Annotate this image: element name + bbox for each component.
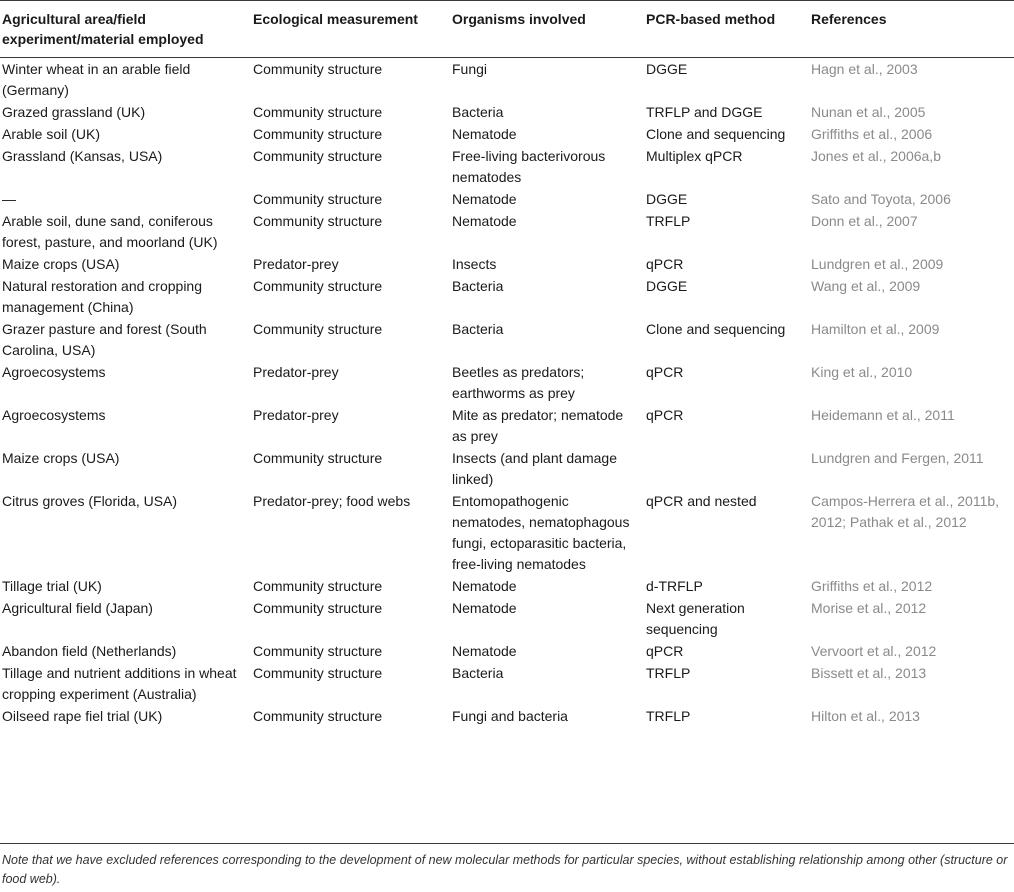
cell-method: Clone and sequencing — [646, 321, 786, 337]
cell-measurement: Predator-prey; food webs — [253, 493, 411, 509]
cell-reference: Nunan et al., 2005 — [811, 104, 926, 120]
cell-organisms: Bacteria — [452, 665, 504, 681]
cell-measurement: Community structure — [253, 643, 383, 659]
cell-method: qPCR — [646, 256, 684, 272]
cell-measurement: Community structure — [253, 600, 383, 616]
header-organisms-involved: Organisms involved — [452, 11, 586, 27]
cell-organisms: Beetles as predators; earthworms as prey — [452, 364, 585, 401]
cell-reference: Wang et al., 2009 — [811, 278, 921, 294]
cell-reference: Donn et al., 2007 — [811, 213, 918, 229]
cell-area: Agroecosystems — [2, 407, 106, 423]
cell-organisms: Mite as predator; nematode as prey — [452, 407, 624, 444]
cell-reference: Sato and Toyota, 2006 — [811, 191, 951, 207]
cell-reference: Hagn et al., 2003 — [811, 61, 918, 77]
cell-reference: Griffiths et al., 2006 — [811, 126, 933, 142]
table-body — [0, 49, 1014, 728]
cell-area: Grazed grassland (UK) — [2, 104, 146, 120]
cell-measurement: Community structure — [253, 321, 383, 337]
table-row — [0, 276, 1014, 319]
table-row — [0, 405, 1014, 448]
cell-area: — — [2, 191, 16, 207]
cell-organisms: Nematode — [452, 191, 517, 207]
cell-area: Arable soil (UK) — [2, 126, 101, 142]
cell-area: Oilseed rape fiel trial (UK) — [2, 708, 163, 724]
cell-area: Winter wheat in an arable field (Germany) — [2, 61, 191, 98]
table-row — [0, 362, 1014, 405]
header-row — [0, 0, 1014, 49]
cell-area: Maize crops (USA) — [2, 256, 120, 272]
cell-method: TRFLP — [646, 665, 691, 681]
cell-measurement: Community structure — [253, 148, 383, 164]
cell-area: Arable soil, dune sand, coniferous forest, pasture, and moorland (UK) — [2, 213, 218, 250]
cell-method: Next generation sequencing — [646, 600, 745, 637]
header-pcr-method: PCR-based method — [646, 11, 776, 27]
table-row — [0, 663, 1014, 706]
cell-reference: Vervoort et al., 2012 — [811, 643, 937, 659]
cell-area: Agricultural field (Japan) — [2, 600, 153, 616]
cell-reference: Morise et al., 2012 — [811, 600, 927, 616]
cell-method: DGGE — [646, 278, 688, 294]
cell-measurement: Community structure — [253, 104, 383, 120]
cell-method: DGGE — [646, 61, 688, 77]
cell-area: Tillage and nutrient additions in wheat cropping experiment (Australia) — [2, 665, 237, 702]
cell-measurement: Community structure — [253, 278, 383, 294]
cell-organisms: Fungi — [452, 61, 488, 77]
cell-area: Abandon field (Netherlands) — [2, 643, 177, 659]
table-footnote: Note that we have excluded references corresponding to the development of new molecular methods for particular species, without establishing relationship among other (structure or food web). — [2, 853, 1008, 886]
cell-reference: Campos-Herrera et al., 2011b, 2012; Pathak et al., 2012 — [811, 493, 1000, 530]
cell-area: Grassland (Kansas, USA) — [2, 148, 163, 164]
cell-method — [644, 448, 809, 491]
cell-measurement: Community structure — [253, 191, 383, 207]
cell-method: qPCR — [646, 364, 684, 380]
cell-organisms: Insects — [452, 256, 497, 272]
cell-area: Maize crops (USA) — [2, 450, 120, 466]
cell-method: TRFLP and DGGE — [646, 104, 763, 120]
table-bottom-rule — [0, 843, 1014, 844]
table-row — [0, 254, 1014, 276]
table-row — [0, 189, 1014, 211]
table-row — [0, 146, 1014, 189]
cell-method: d-TRFLP — [646, 578, 703, 594]
cell-method: Multiplex qPCR — [646, 148, 743, 164]
cell-method: Clone and sequencing — [646, 126, 786, 142]
cell-organisms: Free-living bacterivorous nematodes — [452, 148, 606, 185]
cell-method: TRFLP — [646, 213, 691, 229]
cell-area: Tillage trial (UK) — [2, 578, 102, 594]
cell-method: TRFLP — [646, 708, 691, 724]
table-row — [0, 448, 1014, 491]
cell-organisms: Nematode — [452, 600, 517, 616]
table-row — [0, 124, 1014, 146]
table-row — [0, 598, 1014, 641]
cell-reference: King et al., 2010 — [811, 364, 913, 380]
header-references: References — [811, 11, 887, 27]
cell-reference: Heidemann et al., 2011 — [811, 407, 955, 423]
cell-organisms: Bacteria — [452, 104, 504, 120]
table-row — [0, 319, 1014, 362]
cell-reference: Lundgren et al., 2009 — [811, 256, 944, 272]
cell-measurement: Community structure — [253, 450, 383, 466]
cell-organisms: Fungi and bacteria — [452, 708, 568, 724]
cell-area: Agroecosystems — [2, 364, 106, 380]
cell-organisms: Insects (and plant damage linked) — [452, 450, 617, 487]
cell-measurement: Predator-prey — [253, 407, 339, 423]
cell-reference: Hilton et al., 2013 — [811, 708, 920, 724]
cell-organisms: Nematode — [452, 643, 517, 659]
cell-reference: Hamilton et al., 2009 — [811, 321, 940, 337]
cell-organisms: Nematode — [452, 213, 517, 229]
cell-measurement: Predator-prey — [253, 256, 339, 272]
table-row — [0, 211, 1014, 254]
table-row — [0, 491, 1014, 576]
cell-organisms: Entomopathogenic nematodes, nematophagous fungi, ectoparasitic bacteria, free-living nematodes — [452, 493, 630, 572]
cell-area: Citrus groves (Florida, USA) — [2, 493, 178, 509]
cell-measurement: Community structure — [253, 213, 383, 229]
cell-measurement: Community structure — [253, 708, 383, 724]
table-row — [0, 641, 1014, 663]
table-row — [0, 102, 1014, 124]
table-header — [0, 0, 1014, 49]
cell-measurement: Community structure — [253, 126, 383, 142]
table-row — [0, 576, 1014, 598]
table-row — [0, 706, 1014, 728]
cell-reference: Jones et al., 2006a,b — [811, 148, 941, 164]
header-ecological-measurement: Ecological measurement — [253, 11, 418, 27]
cell-measurement: Community structure — [253, 578, 383, 594]
cell-method: DGGE — [646, 191, 688, 207]
cell-measurement: Community structure — [253, 665, 383, 681]
cell-reference: Griffiths et al., 2012 — [811, 578, 933, 594]
table-row — [0, 49, 1014, 102]
cell-method: qPCR — [646, 643, 684, 659]
cell-organisms: Nematode — [452, 578, 517, 594]
cell-organisms: Nematode — [452, 126, 517, 142]
cell-reference: Bissett et al., 2013 — [811, 665, 927, 681]
cell-measurement: Predator-prey — [253, 364, 339, 380]
cell-organisms: Bacteria — [452, 278, 504, 294]
cell-measurement: Community structure — [253, 61, 383, 77]
header-agricultural-area: Agricultural area/field experiment/material employed — [2, 11, 204, 47]
cell-method: qPCR — [646, 407, 684, 423]
cell-method: qPCR and nested — [646, 493, 757, 509]
cell-area: Natural restoration and cropping management (China) — [2, 278, 203, 315]
cell-area: Grazer pasture and forest (South Carolina, USA) — [2, 321, 207, 358]
cell-reference: Lundgren and Fergen, 2011 — [811, 450, 984, 466]
cell-organisms: Bacteria — [452, 321, 504, 337]
